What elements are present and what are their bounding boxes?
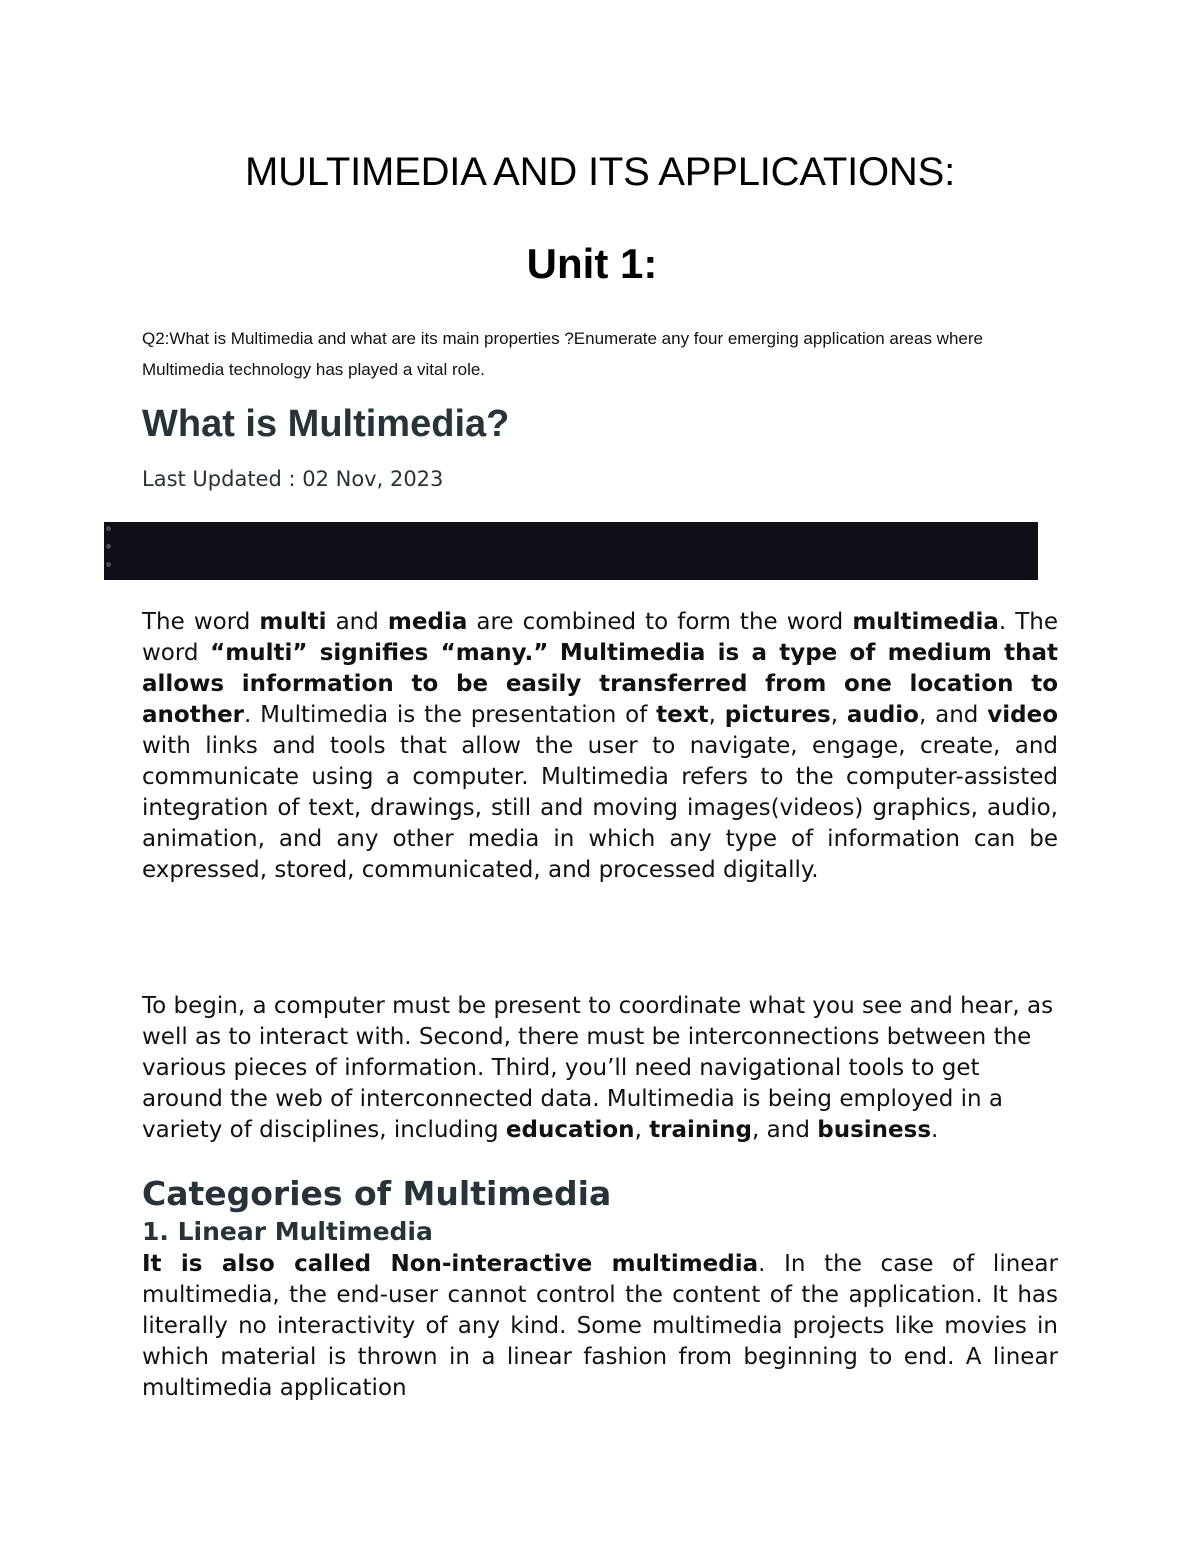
bullet-dot bbox=[106, 544, 111, 549]
categories-heading: Categories of Multimedia bbox=[142, 1174, 612, 1213]
question-text: Q2:What is Multimedia and what are its main properties ?Enumerate any four emerging application areas where Multimedia technology has played a vital role. bbox=[142, 329, 983, 379]
paragraph-requirements: To begin, a computer must be present to coordinate what you see and hear, as well as to interact with. Second, there must be interconnections between the various pieces of information. Third, you’ll need navigational tools to get around the web of interconnected data. Multimedia is being employed in a variety of disciplines, including education, training, and business. bbox=[142, 993, 1054, 1143]
last-updated: Last Updated : 02 Nov, 2023 bbox=[142, 467, 444, 491]
paragraph-definition: The word multi and media are combined to form the word multimedia. The word “multi” signifies “many.” Multimedia is a type of medium that allows information to be easily transferred from one location to another. Multimedia is the presentation of text, pictures, audio, and video with links and tools that allow the user to navigate, engage, create, and communicate using a computer. Multimedia refers to the computer-assisted integration of text, drawings, still and moving images(videos) graphics, audio, animation, and any other media in which any type of information can be expressed, stored, communicated, and processed digitally. bbox=[142, 609, 1059, 883]
bullet-dot bbox=[106, 562, 111, 567]
bullet-dot bbox=[106, 526, 111, 531]
paragraph-linear: It is also called Non-interactive multimedia. In the case of linear multimedia, the end-user cannot control the content of the application. It has literally no interactivity of any kind. Some multimedia projects like movies in which material is thrown in a linear fashion from beginning to end. A linear multimedia application bbox=[142, 1251, 1058, 1401]
document-title: MULTIMEDIA AND ITS APPLICATIONS: bbox=[244, 150, 956, 194]
linear-multimedia-heading: 1. Linear Multimedia bbox=[142, 1217, 433, 1246]
unit-title: Unit 1: bbox=[526, 240, 658, 287]
dark-banner bbox=[104, 522, 1038, 580]
article-heading: What is Multimedia? bbox=[142, 403, 510, 445]
